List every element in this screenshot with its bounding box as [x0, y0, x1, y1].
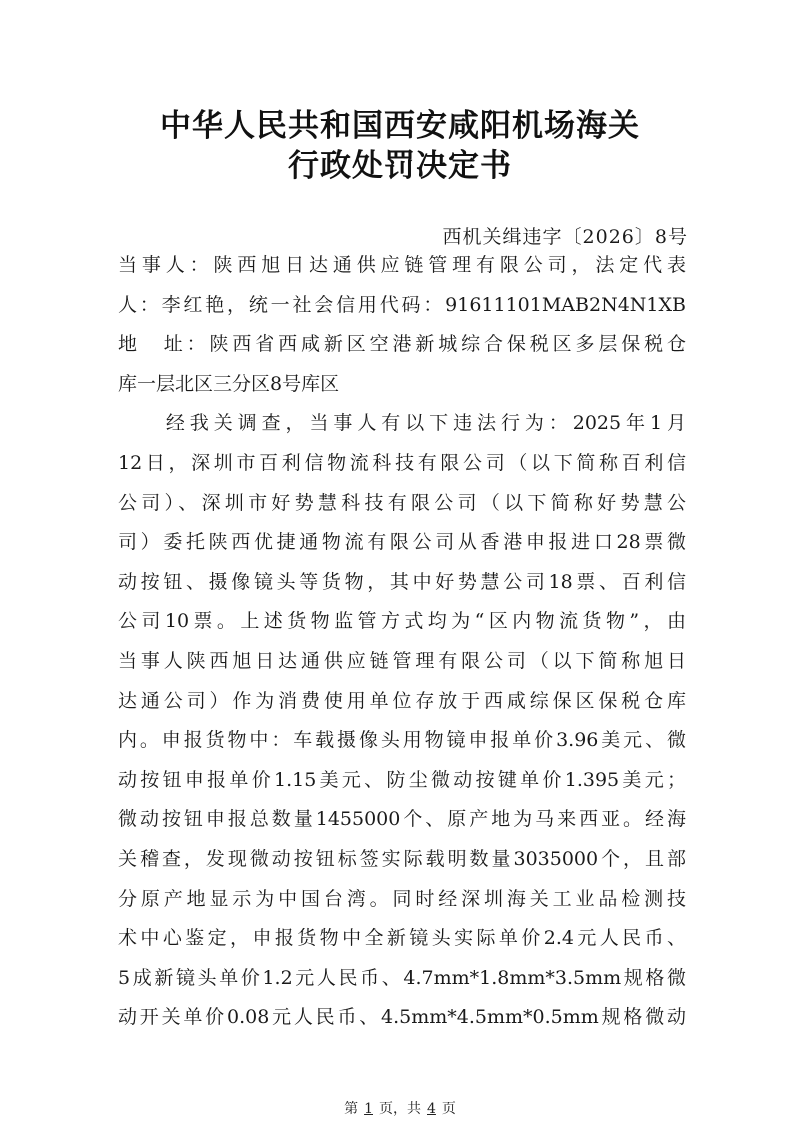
body-line: 动按钮申报单价1.15美元、防尘微动按键单价1.395美元；	[118, 768, 686, 791]
body-line: 分原产地显示为中国台湾。同时经深圳海关工业品检测技	[118, 887, 686, 910]
body-line: 关稽查，发现微动按钮标签实际载明数量3035000个，且部	[118, 848, 686, 870]
footer-total-pages: 4	[427, 1101, 436, 1117]
body-line: 微动按钮申报总数量1455000个、原产地为马来西亚。经海	[118, 808, 686, 831]
body-line: 5成新镜头单价1.2元人民币、4.7mm*1.8mm*3.5mm规格微	[118, 966, 686, 989]
body-line: 动开关单价0.08元人民币、4.5mm*4.5mm*0.5mm规格微动	[118, 1006, 686, 1029]
body-line: 地 址：陕西省西咸新区空港新城综合保税区多层保税仓	[118, 333, 686, 356]
body-line: 人：李红艳，统一社会信用代码：91611101MAB2N4N1XB	[118, 293, 686, 316]
body-line: 司）委托陕西优捷通物流有限公司从香港申报进口28票微	[118, 531, 686, 554]
body-line: 公司）、深圳市好势慧科技有限公司（以下简称好势慧公	[118, 491, 686, 514]
body-line: 当事人：陕西旭日达通供应链管理有限公司，法定代表	[118, 254, 686, 276]
body-line: 达通公司）作为消费使用单位存放于西咸综保区保税仓库	[118, 689, 686, 712]
body-line: 12日，深圳市百利信物流科技有限公司（以下简称百利信	[118, 452, 686, 474]
document-title: 中华人民共和国西安咸阳机场海关	[160, 108, 640, 144]
document-number: 西机关缉违字〔2026〕8号	[442, 226, 688, 248]
body-line: 动按钮、摄像镜头等货物，其中好势慧公司18票、百利信	[118, 570, 686, 593]
body-line: 当事人陕西旭日达通供应链管理有限公司（以下简称旭日	[118, 650, 686, 672]
body-line: 内。申报货物中：车载摄像头用物镜申报单价3.96美元、微	[118, 729, 686, 752]
footer-middle: 页，共	[379, 1101, 421, 1117]
body-line: 库一层北区三分区8号库区	[118, 372, 340, 395]
body-line: 公司10票。上述货物监管方式均为“区内物流货物”，由	[118, 610, 686, 633]
footer-prefix: 第	[344, 1101, 359, 1117]
document-subtitle: 行政处罚决定书	[288, 148, 512, 184]
footer-page-number: 1	[364, 1101, 373, 1117]
body-line: 术中心鉴定，申报货物中全新镜头实际单价2.4元人民币、	[118, 927, 686, 950]
page-footer	[0, 1098, 800, 1118]
body-line: 经我关调查，当事人有以下违法行为：2025年1月	[118, 412, 686, 435]
footer-suffix: 页	[441, 1101, 456, 1117]
